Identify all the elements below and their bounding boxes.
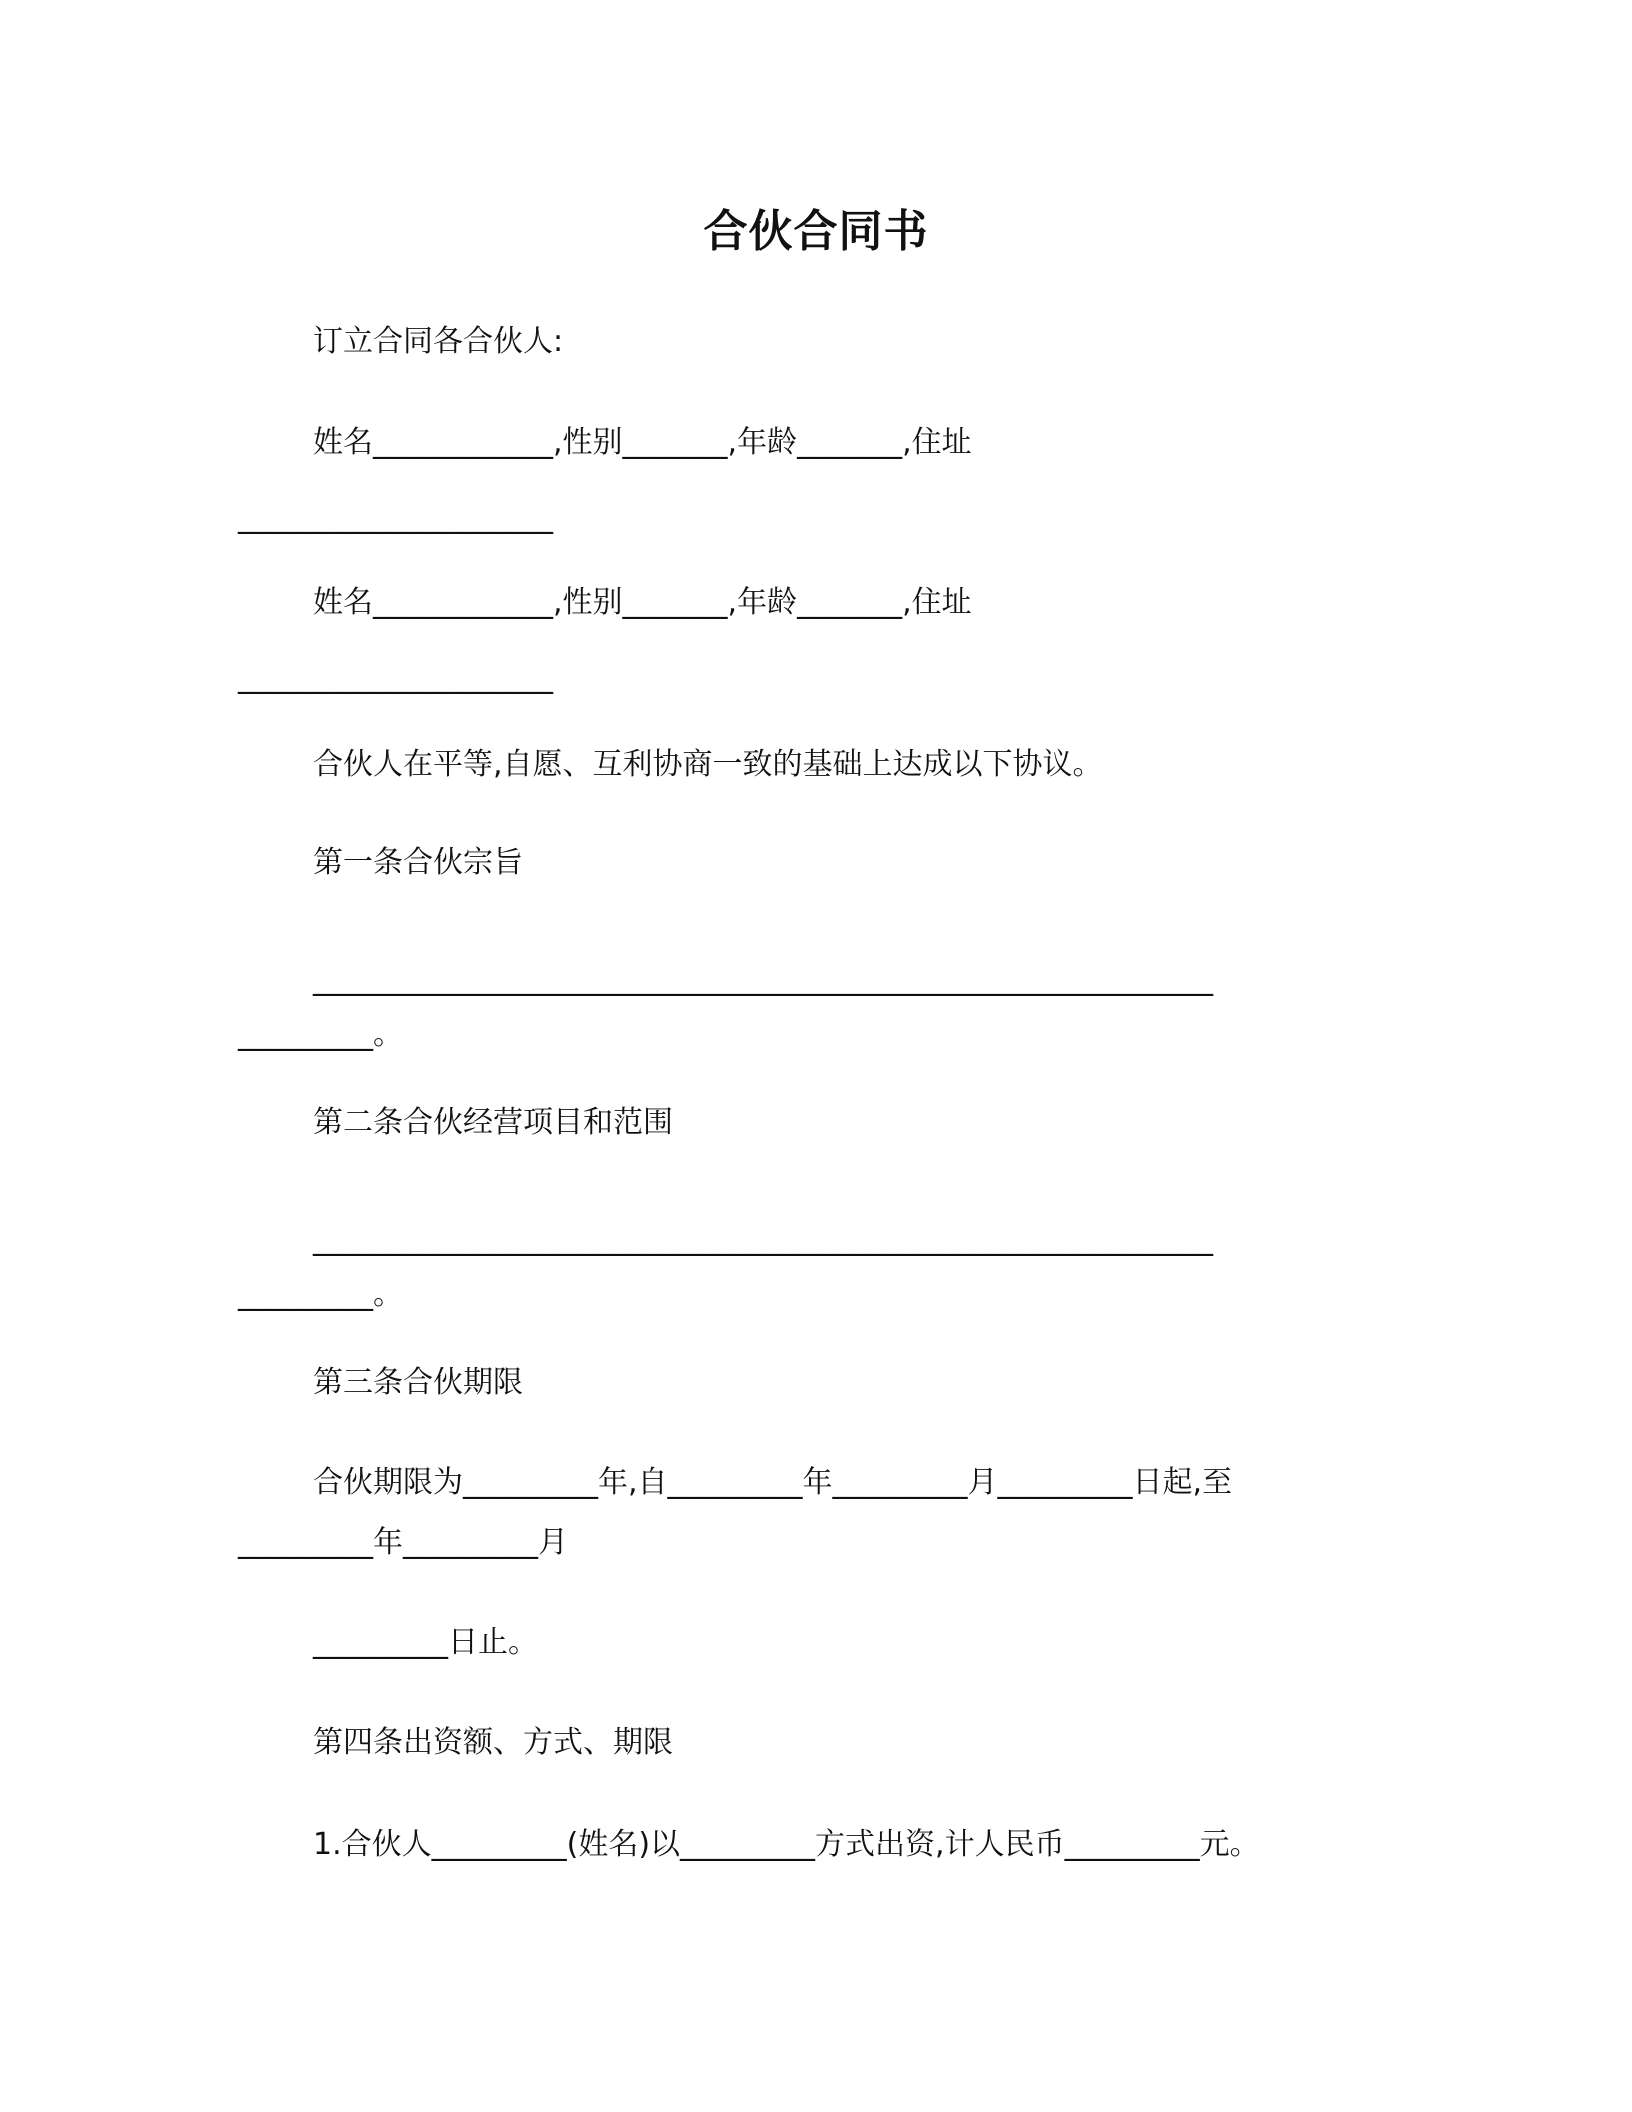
article-1-blank-end: _________。: [238, 1017, 403, 1052]
article-1-blank: ____________________________________________________________: [313, 962, 1213, 997]
article-2-heading: 第二条合伙经营项目和范围: [313, 1105, 673, 1140]
intro-line: 订立合同各合伙人:: [313, 324, 564, 359]
partner-1-address-blank: _____________________: [238, 500, 553, 535]
article-2-blank: ____________________________________________________________: [313, 1222, 1213, 1257]
article-1-heading: 第一条合伙宗旨: [313, 845, 523, 880]
page-title: 合伙合同书: [703, 206, 929, 257]
article-4-heading: 第四条出资额、方式、期限: [313, 1725, 673, 1760]
article-2-blank-end: _________。: [238, 1277, 403, 1312]
term-clause: 合伙期限为_________年,自_________年_________月_________日起,至: [313, 1465, 1233, 1500]
partner-2-info: 姓名____________,性别_______,年龄_______,住址: [313, 585, 972, 620]
term-clause-continued: _________年_________月: [238, 1525, 568, 1560]
partner-1-info: 姓名____________,性别_______,年龄_______,住址: [313, 425, 972, 460]
term-clause-end: _________日止。: [313, 1625, 538, 1660]
agreement-preamble: 合伙人在平等,自愿、互利协商一致的基础上达成以下协议。: [313, 747, 1103, 782]
article-3-heading: 第三条合伙期限: [313, 1365, 523, 1400]
contribution-clause-1: 1.合伙人_________(姓名)以_________方式出资,计人民币_________元。: [313, 1827, 1260, 1862]
partner-2-address-blank: _____________________: [238, 660, 553, 695]
